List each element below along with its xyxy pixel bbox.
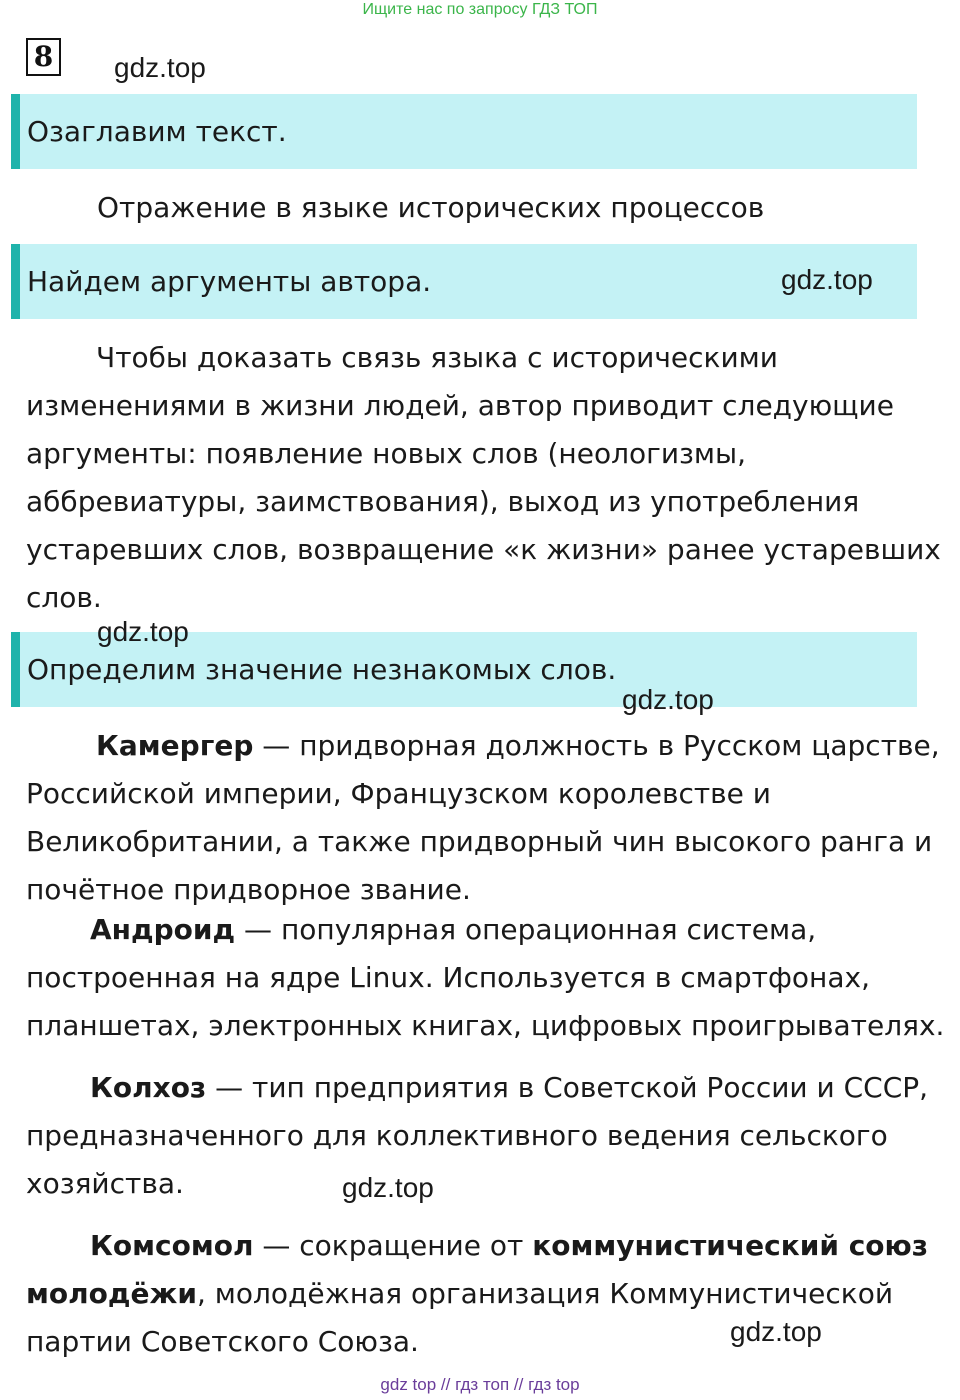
arguments-text: Чтобы доказать связь языка с историческими изменениями в жизни людей, автор приводит следующие аргументы: появление новых слов (неологизмы, аббревиатуры, заимствования), выход из употребления устаревших слов, возвращение «к жизни» ранее устаревших слов.	[26, 341, 941, 614]
term-text: популярная операционная система, построенная на ядре Linux. Используется в смартфонах, планшетах, электронных книгах, цифровых проигрывателях.	[26, 913, 945, 1042]
term-definition	[26, 722, 946, 914]
term-name: Андроид	[90, 913, 236, 946]
task-number: 8	[26, 38, 61, 76]
heading-arguments: Найдем аргументы автора.	[11, 244, 917, 319]
heading-title: Озаглавим текст.	[11, 94, 917, 169]
term-text: тип предприятия в Советской России и СССР, предназначенного для коллективного ведения сельского хозяйства.	[26, 1071, 929, 1200]
heading-words: Определим значение незнакомых слов.	[11, 632, 917, 707]
term-dash: —	[206, 1071, 253, 1104]
watermark: gdz.top	[781, 264, 873, 295]
term-name: Комсомол	[90, 1229, 254, 1262]
top-banner: Ищите нас по запросу ГДЗ ТОП	[362, 1, 598, 18]
term-dash: — сокращение от	[253, 1229, 533, 1262]
title-answer: Отражение в языке исторических процессов	[97, 191, 765, 224]
watermark: gdz.top	[114, 52, 206, 83]
watermark: gdz.top	[622, 684, 714, 715]
watermark: gdz.top	[342, 1172, 434, 1203]
term-name: Колхоз	[90, 1071, 207, 1104]
watermark: gdz.top	[97, 616, 189, 647]
term-text: придворная должность в Русском царстве, Российской империи, Французском королевстве и Великобритании, а также придворный чин высокого ранга и почётное придворное звание.	[26, 729, 940, 906]
term-definition	[26, 1064, 946, 1208]
term-definition	[26, 906, 946, 1050]
term-expansion: коммунистический союз молодёжи	[26, 1229, 929, 1310]
watermark: gdz.top	[730, 1316, 822, 1347]
term-dash: —	[253, 729, 300, 762]
term-dash: —	[235, 913, 281, 946]
footer-links: gdz top // гдз топ // гдз top	[380, 1375, 580, 1394]
term-name: Камергер	[96, 729, 254, 762]
term-text: , молодёжная организация Коммунистической партии Советского Союза.	[26, 1277, 894, 1358]
